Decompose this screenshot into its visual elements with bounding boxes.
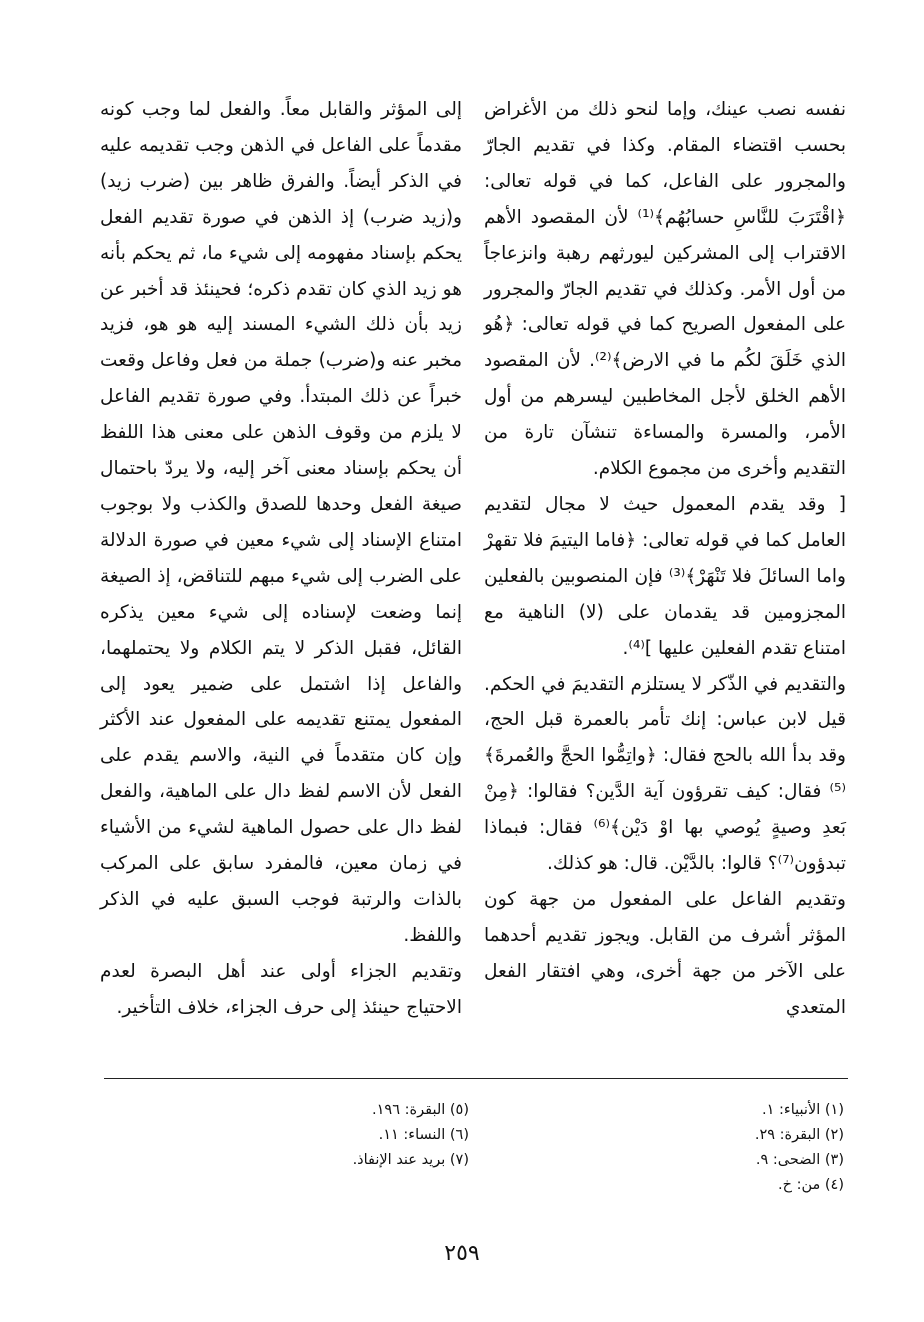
main-text-left-column: [100, 92, 462, 1026]
paragraph: إلى المؤثر والقابل معاً. والفعل لما وجب كونه مقدماً على الفاعل في الذهن وجب تقديمه عليه في الذكر أيضاً. والفرق ظاهر بين (ضرب زيد) و(زيد ضرب) إذ الذهن في صورة تقديم الفعل يحكم بإسناد مفهومه إلى شيء ما، ثم يحكم بأنه هو زيد الذي كان تقدم ذكره؛ فحينئذ قد أخبر عن زيد بأن ذلك الشيء المسند إليه هو هو، فزيد مخبر عنه و(ضرب) جملة من فعل وفاعل وقعت خبراً عن ذلك المبتدأ. وفي صورة تقديم الفاعل لا يلزم من وقوف الذهن على معنى هذا اللفظ أن يحكم بإسناد معنى آخر إليه، ولا يردّ باحتمال صيغة الفعل وحدها للصدق والكذب ولا بوجوب امتناع الإسناد إلى شيء معين في صورة الدلالة على الضرب إلى شيء مبهم للتناقض، إذ الصيغة إنما وضعت لإسناده إلى شيء معين يذكره القائل، فقبل الذكر لا يتم الكلام ولا يحتملهما، والفاعل إذا اشتمل على ضمير يعود إلى المفعول يمتنع تقديمه على المفعول عند الأكثر وإن كان متقدماً في النية، والاسم يقدم على الفعل لأن الاسم لفظ دال على الماهية، والفعل لفظ دال على حصول الماهية لشيء من الأشياء في زمان معين، فالمفرد سابق على المركب بالذات والرتبة فوجب السبق عليه في الذكر واللفظ.: [100, 99, 462, 946]
footnote: (٧) بريد عند الإنفاذ.: [352, 1152, 469, 1168]
paragraph: وتقديم الفاعل على المفعول من جهة كون المؤثر أشرف من القابل. ويجوز تقديم أحدهما على الآخر من جهة أخرى، وهي افتقار الفعل المتعدي: [484, 888, 846, 1018]
footnotes-right-column: [514, 1098, 844, 1198]
main-text-right-column: [484, 92, 846, 1026]
footnote: (٥) البقرة: ١٩٦.: [372, 1102, 469, 1118]
paragraph: نفسه نصب عينك، وإما لنحو ذلك من الأغراض بحسب اقتضاء المقام. وكذا في تقديم الجارّ والمجرور على الفاعل، كما في قوله تعالى: ﴿اقْتَرَبَ للنَّاسِ حسابُهُم﴾⁽¹⁾ لأن المقصود الأهم الاقتراب إلى المشركين ليورثهم رهبة وانزعاجاً من أول الأمر. وكذلك في تقديم الجارّ والمجرور على المفعول الصريح كما في قوله تعالى: ﴿هُو الذي خَلَقَ لكُم ما في الارض﴾⁽²⁾. لأن المقصود الأهم الخلق لأجل المخاطبين ليسرهم من أول الأمر، والمسرة والمساءة تنشآن تارة من التقديم وأخرى من مجموع الكلام.: [484, 99, 846, 480]
footnote: (٤) من: خ.: [777, 1177, 844, 1193]
footnotes-left-column: [169, 1098, 469, 1173]
paragraph: وتقديم الجزاء أولى عند أهل البصرة لعدم الاحتياج حينئذ إلى حرف الجزاء، خلاف التأخير.: [100, 960, 462, 1018]
paragraph: والتقديم في الذّكر لا يستلزم التقديمَ في الحكم. قيل لابن عباس: إنك تأمر بالعمرة قبل الحج، وقد بدأ الله بالحج فقال: ﴿واتِمُّوا الحجَّ والعُمرةَ﴾⁽⁵⁾ فقال: كيف تقرؤون آية الدَّين؟ فقالوا: ﴿مِنْ بَعدِ وصيةٍ يُوصي بها اوْ دَيْن﴾⁽⁶⁾ فقال: فبماذا تبدؤون⁽⁷⁾؟ قالوا: بالدَّيْن. قال: هو كذلك.: [484, 673, 846, 875]
footnote-divider: [104, 1078, 848, 1079]
footnote: (٣) الضحى: ٩.: [755, 1152, 844, 1168]
page-number: ٢٥٩: [444, 1241, 480, 1266]
footnote: (٢) البقرة: ٢٩.: [754, 1127, 844, 1143]
paragraph: [ وقد يقدم المعمول حيث لا مجال لتقديم العامل كما في قوله تعالى: ﴿فاما اليتيمَ فلا تقهرْ واما السائلَ فلا تَنْهَرْ﴾⁽³⁾ فإن المنصوبين بالفعلين المجزومين قد يقدمان على (لا) الناهية مع امتناع تقدم الفعلين عليها ]⁽⁴⁾.: [484, 493, 846, 659]
footnote: (٦) النساء: ١١.: [378, 1127, 469, 1143]
footnote: (١) الأنبياء: ١.: [762, 1102, 844, 1118]
